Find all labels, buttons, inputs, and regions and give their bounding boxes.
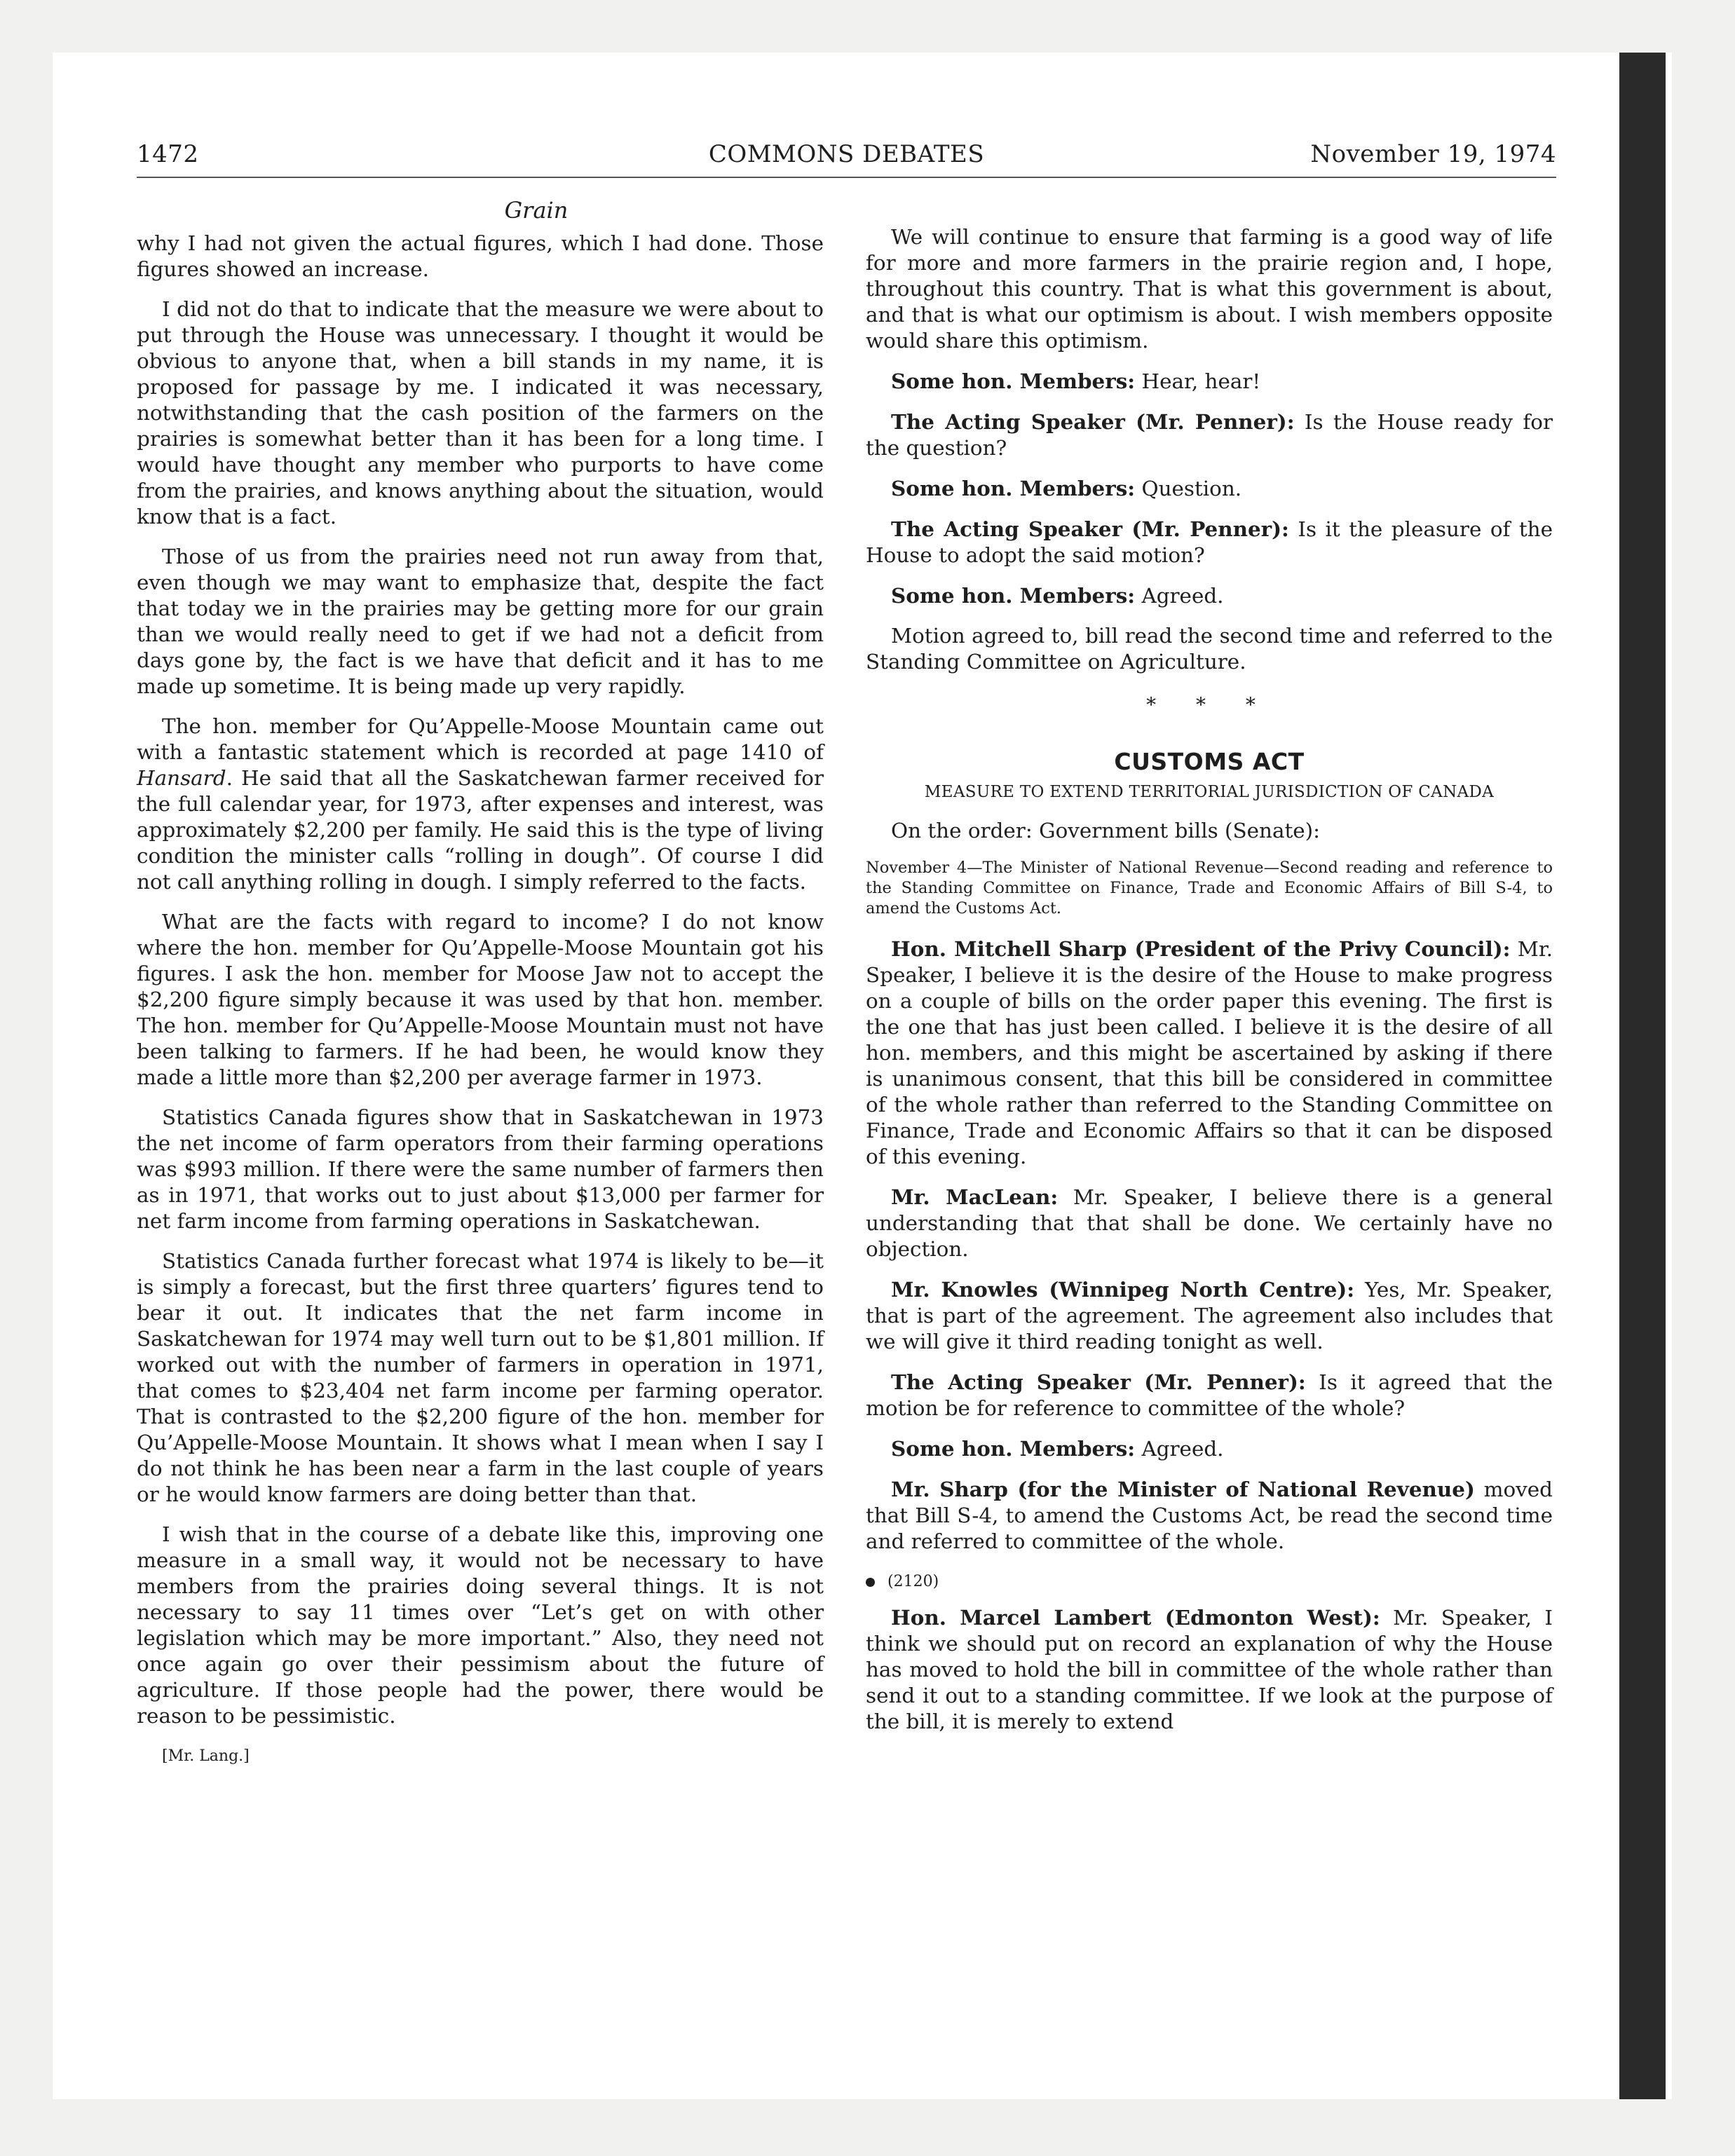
speech — [866, 936, 1553, 1170]
speaker-name: Some hon. Members: — [891, 1436, 1136, 1461]
speech — [866, 1276, 1553, 1355]
speech — [866, 1435, 1553, 1462]
speaker-name: Some hon. Members: — [891, 583, 1136, 608]
section-label: Grain — [504, 197, 569, 224]
section-separator: * * * — [1146, 693, 1272, 716]
paragraph: What are the facts with regard to income? I do not know where the hon. member for Qu’Appelle-Moose Mountain got his figures. I ask the hon. member for Moose Jaw not to accept the $2,200 figure simply because it was used by that hon. member. The hon. member for Qu’Appelle-Moose Mountain must not have been talking to farmers. If he had been, he would know they made a little more than $2,200 per average farmer in 1973. — [137, 910, 824, 1089]
speaker-name: Mr. Knowles (Winnipeg North Centre): — [891, 1277, 1355, 1302]
speech — [866, 582, 1553, 609]
speech — [866, 1604, 1553, 1735]
paragraph: Those of us from the prairies need not run away from that, even though we may want to emphasize that, despite the fact that today we in the prairies may be getting more for our grain than we would really need to get if we had not a deficit from days gone by, the fact is we have that deficit and it has to me made up sometime. It is being made up very rapidly. — [137, 545, 824, 698]
right-column — [866, 224, 1553, 1749]
paragraph-text: . He said that all the Saskatchewan farmer received for the full calendar year, for 1973, after expenses and interest, was approximately $2,200 per family. He said this is the type of living condition the minister calls “rolling in dough”. Of course I did not call anything rolling in dough. I simply referred to the facts. — [137, 766, 824, 894]
section-subheading: MEASURE TO EXTEND TERRITORIAL JURISDICTION OF CANADA — [924, 783, 1495, 801]
speech-text: Mr. Speaker, I believe it is the desire of the House to make progress on a couple of bills on the order paper this evening. The first is the one that has just been called. I believe it is the desire of all hon. members, and this might be ascertained by asking if there is unanimous consent, that this bill be considered in committee of the whole rather than referred to the Standing Committee on Finance, Trade and Economic Affairs so that it can be disposed of this evening. — [866, 937, 1553, 1168]
bullet-icon — [866, 1578, 875, 1587]
order-detail: November 4—The Minister of National Revenue—Second reading and reference to the Standing Committee on Finance, Trade and Economic Affairs of Bill S-4, to amend the Customs Act. — [866, 859, 1553, 917]
time-marker — [866, 1569, 1553, 1595]
speaker-name: The Acting Speaker (Mr. Penner): — [891, 517, 1289, 541]
page-header — [137, 140, 1556, 178]
paragraph: Statistics Canada figures show that in Saskatchewan in 1973 the net income of farm operators from their farming operations was $993 million. If there were the same number of farmers then as in 1971, that works out to just about $13,000 per farmer for net farm income from farming operations in Saskatchewan. — [137, 1105, 824, 1233]
speaker-name: Mr. MacLean: — [891, 1185, 1059, 1209]
scan-edge — [1619, 53, 1666, 2099]
paragraph: why I had not given the actual figures, which I had done. Those figures showed an increase. — [137, 231, 824, 281]
page-date: November 19, 1974 — [1310, 140, 1556, 168]
page-number: 1472 — [137, 140, 199, 168]
speech — [866, 475, 1553, 502]
left-column — [137, 198, 824, 1769]
speech — [866, 1184, 1553, 1262]
section-heading: CUSTOMS ACT — [1114, 748, 1305, 775]
speech — [866, 516, 1553, 568]
speaker-name: The Acting Speaker (Mr. Penner): — [891, 1370, 1306, 1394]
speech-text: Agreed. — [1135, 584, 1224, 608]
paragraph: I wish that in the course of a debate like this, improving one measure in a small way, it would not be necessary to have members from the prairies doing several things. It is not necessary to say 11 times over “Let’s get on with other legislation which may be more important.” Also, they need not once again go over their pessimism about the future of agriculture. If those people had the power, there would be reason to be pessimistic. — [137, 1522, 824, 1728]
speech-text: Yes, Mr. Speaker, that is part of the agreement. The agreement also includes that we will give it third reading tonight as well. — [866, 1278, 1553, 1353]
speech-text: Question. — [1135, 477, 1242, 500]
paragraph: I did not do that to indicate that the measure we were about to put through the House was unnecessary. I thought it would be obvious to anyone that, when a bill stands in my name, it is proposed for passage by me. I indicated it was necessary, notwithstanding that the cash position of the farmers on the prairies is somewhat better than it has been for a long time. I would have thought any member who purports to have come from the prairies, and knows anything about the situation, would know that is a fact. — [137, 297, 824, 528]
speaker-name: Some hon. Members: — [891, 369, 1136, 393]
speaker-name: The Acting Speaker (Mr. Penner): — [891, 409, 1295, 434]
speech-text: Agreed. — [1135, 1437, 1224, 1461]
speech-text: Hear, hear! — [1135, 369, 1261, 393]
speech-text: moved that Bill S-4, to amend the Customs Act, be read the second time and referred to committee of the whole. — [866, 1478, 1553, 1553]
speech-text: Is the House ready for the question? — [866, 410, 1553, 460]
paragraph: We will continue to ensure that farming is a good way of life for more and more farmers in the prairie region and, I hope, throughout this country. That is what this government is about, and that is what our optimism is about. I wish members opposite would share this optimism. — [866, 225, 1553, 353]
paragraph-text: The hon. member for Qu’Appelle-Moose Mountain came out with a fantastic statement which is recorded at page 1410 of — [137, 714, 824, 764]
speaker-name: Mr. Sharp (for the Minister of National Revenue) — [891, 1477, 1475, 1501]
speech — [866, 409, 1553, 461]
time-marker-text: (2120) — [887, 1573, 939, 1590]
speech-text: Is it the pleasure of the House to adopt the said motion? — [866, 517, 1553, 567]
speech-text: Mr. Speaker, I think we should put on record an explanation of why the House has moved to hold the bill in committee of the whole rather than send it out to a standing committee. If we look at the purpose of the bill, it is merely to extend — [866, 1606, 1553, 1733]
motion-result: Motion agreed to, bill read the second time and referred to the Standing Committee on Agriculture. — [866, 624, 1553, 674]
publication-title: COMMONS DEBATES — [708, 140, 985, 168]
hansard-reference: Hansard — [137, 766, 226, 790]
speaker-name: Some hon. Members: — [891, 476, 1136, 500]
speech-text: Mr. Speaker, I believe there is a general understanding that that shall be done. We certainly have no objection. — [866, 1185, 1553, 1261]
speech — [866, 1369, 1553, 1421]
speech — [866, 1476, 1553, 1555]
order-line: On the order: Government bills (Senate): — [891, 819, 1321, 842]
speaker-name: Hon. Marcel Lambert (Edmonton West): — [891, 1605, 1380, 1630]
paragraph: Statistics Canada further forecast what 1974 is likely to be—it is simply a forecast, but the first three quarters’ figures tend to bear it out. It indicates that the net farm income in Saskatchewan for 1974 may well turn out to be $1,801 million. If worked out with the number of farmers in operation in 1971, that comes to $23,404 net farm income per farming operator. That is contrasted to the $2,200 figure of the hon. member for Qu’Appelle-Moose Mountain. It shows what I mean when I say I do not think he has been near a farm in the last couple of years or he would know farmers are doing better than that. — [137, 1249, 824, 1506]
speaker-name: Hon. Mitchell Sharp (President of the Privy Council): — [891, 936, 1511, 961]
speech-text: Is it agreed that the motion be for reference to committee of the whole? — [866, 1370, 1553, 1420]
speaker-attribution: [Mr. Lang.] — [162, 1747, 250, 1765]
speech — [866, 368, 1553, 395]
paragraph — [137, 714, 824, 895]
